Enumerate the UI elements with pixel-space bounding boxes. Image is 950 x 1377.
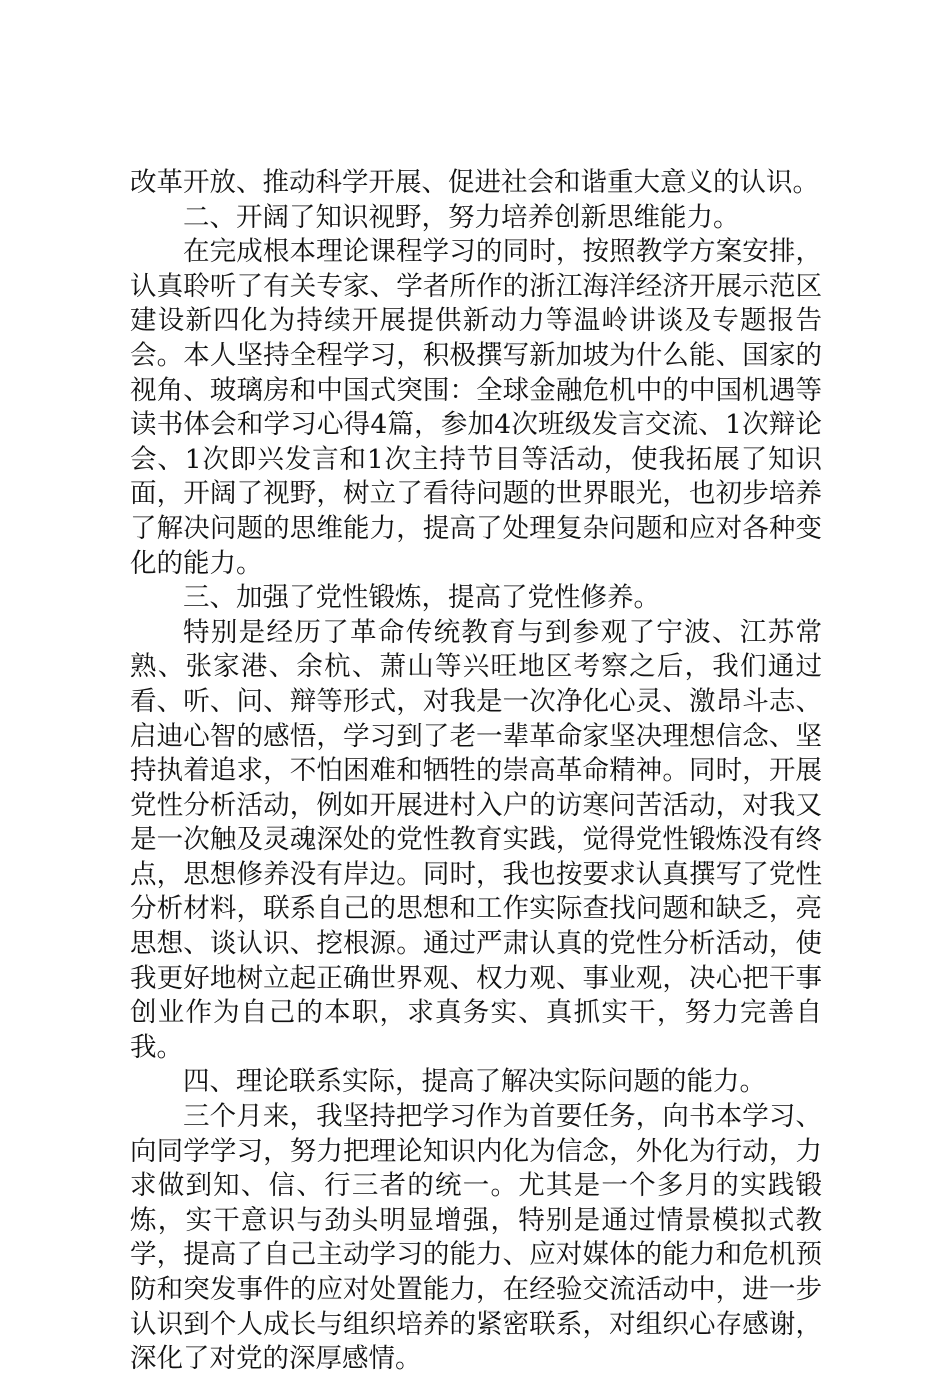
section-heading-4: 四、理论联系实际，提高了解决实际问题的能力。 <box>183 1066 766 1098</box>
paragraph-continuation: 改革开放、推动科学开展、促进社会和谐重大意义的认识。 <box>130 167 819 198</box>
paragraph-body: 三个月来，我坚持把学习作为首要任务，向书本学习、向同学学习，努力把理论知识内化为信念，外化为行动，力求做到知、信、行三者的统一。尤其是一个多月的实践锻炼，实干意识与劲头明显增强，特别是通过情景模拟式教学，提高了自己主动学习的能力、应对媒体的能力和危机预防和突发事件的应对处置能力，在经验交流活动中，进一步认识到个人成长与组织培养的紧密联系，对组织心存感谢，深化了对党的深厚感情。 <box>130 1101 822 1375</box>
paragraph-body: 特别是经历了革命传统教育与到参观了宁波、江苏常熟、张家港、余杭、萧山等兴旺地区考察之后，我们通过看、听、问、辩等形式，对我是一次净化心灵、激昂斗志、启迪心智的感悟，学习到了老一辈革命家坚决理想信念、坚持执着追求，不怕困难和牺牲的崇高革命精神。同时，开展党性分析活动，例如开展进村入户的访寒问苦活动，对我又是一次触及灵魂深处的党性教育实践，觉得党性锻炼没有终点，思想修养没有岸边。同时，我也按要求认真撰写了党性分析材料，联系自己的思想和工作实际查找问题和缺乏，亮思想、谈认识、挖根源。通过严肃认真的党性分析活动，使我更好地树立起正确世界观、权力观、事业观，决心把干事创业作为自己的本职，求真务实、真抓实干，努力完善自我。 <box>130 616 822 1063</box>
section-heading-3: 三、加强了党性锻炼，提高了党性修养。 <box>183 582 660 614</box>
document-body <box>130 166 822 1377</box>
section-heading-2: 二、开阔了知识视野，努力培养创新思维能力。 <box>183 201 740 233</box>
paragraph-body: 在完成根本理论课程学习的同时，按照教学方案安排，认真聆听了有关专家、学者所作的浙江海洋经济开展示范区建设新四化为持续开展提供新动力等温岭讲谈及专题报告会。本人坚持全程学习，积极撰写新加坡为什么能、国家的视角、玻璃房和中国式突围：全球金融危机中的中国机遇等读书体会和学习心得4篇，参加4次班级发言交流、1次辩论会、1次即兴发言和1次主持节目等活动，使我拓展了知识面，开阔了视野，树立了看待问题的世界眼光，也初步培养了解决问题的思维能力，提高了处理复杂问题和应对各种变化的能力。 <box>130 236 822 579</box>
